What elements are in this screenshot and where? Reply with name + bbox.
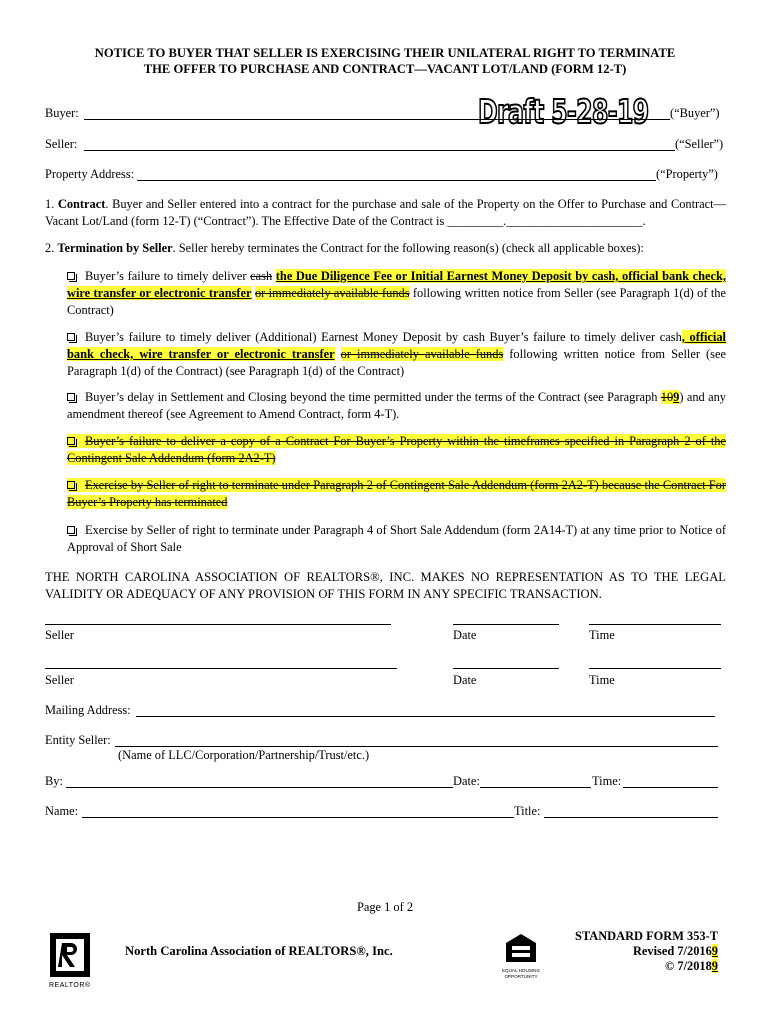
date-label-1: Date bbox=[453, 628, 477, 642]
seller-field[interactable] bbox=[84, 150, 675, 151]
date-line-1[interactable] bbox=[453, 624, 559, 625]
seller-label-1: Seller bbox=[45, 628, 74, 642]
option-contingent-sale-terminated: Exercise by Seller of right to terminate under Paragraph 2 of Contingent Sale Addendum (form 2A2-T) because the Contract For Buyer’s Property has terminated bbox=[67, 478, 726, 509]
seller-signature-line-2[interactable] bbox=[45, 668, 397, 669]
realtor-logo-text: REALTOR® bbox=[49, 982, 91, 989]
equal-housing-text-2: OPPORTUNITY bbox=[504, 974, 538, 979]
draft-stamp: Draft 5-28-19 bbox=[478, 92, 649, 131]
realtor-r-icon bbox=[49, 932, 91, 978]
option-short-sale: Exercise by Seller of right to terminate under Paragraph 4 of Short Sale Addendum (form 2A14-T) at any time prior to Notice of Approval of Short Sale bbox=[67, 523, 726, 554]
buyer-label: Buyer: bbox=[45, 106, 79, 120]
by-date-label: Date: bbox=[453, 774, 480, 788]
date-label-2: Date bbox=[453, 673, 477, 687]
form-title-line-2: THE OFFER TO PURCHASE AND CONTRACT—VACANT LOT/LAND (FORM 12-T) bbox=[143, 62, 627, 76]
checkbox-5[interactable] bbox=[67, 481, 75, 489]
seller-signature-line-1[interactable] bbox=[45, 624, 391, 625]
form-title-line-1: NOTICE TO BUYER THAT SELLER IS EXERCISING THEIR UNILATERAL RIGHT TO TERMINATE bbox=[94, 46, 676, 60]
disclaimer: THE NORTH CAROLINA ASSOCIATION OF REALTORS®, INC. MAKES NO REPRESENTATION AS TO THE LEGAL VALIDITY OR ADEQUACY OF ANY PROVISION OF THIS FORM IN ANY SPECIFIC TRANSACTION. bbox=[45, 570, 726, 601]
buyer-suffix: (“Buyer”) bbox=[670, 106, 720, 120]
time-line-2[interactable] bbox=[589, 668, 721, 669]
seller-label-2: Seller bbox=[45, 673, 74, 687]
option-additional-earnest-money: Buyer’s failure to timely deliver (Additional) Earnest Money Deposit by cash Buyer’s failure to timely deliver cash, official bank check, wire transfer or electronic transfer or immediately available funds following written notice from Seller (see Paragraph 1(d) of the Contract) (see Paragraph 1(d) of the Contract) bbox=[67, 330, 726, 378]
checkbox-6[interactable] bbox=[67, 526, 75, 534]
entity-seller-note: (Name of LLC/Corporation/Partnership/Trust/etc.) bbox=[118, 748, 370, 762]
entity-seller-label: Entity Seller: bbox=[45, 733, 111, 747]
form-info bbox=[540, 929, 718, 974]
checkbox-1[interactable] bbox=[67, 272, 75, 280]
property-field[interactable] bbox=[137, 180, 656, 181]
name-field[interactable] bbox=[82, 817, 514, 818]
by-field[interactable] bbox=[66, 787, 453, 788]
association-name: North Carolina Association of REALTORS®, Inc. bbox=[125, 944, 393, 958]
time-label-1: Time bbox=[589, 628, 615, 642]
by-time-field[interactable] bbox=[623, 787, 718, 788]
time-label-2: Time bbox=[589, 673, 615, 687]
checkbox-3[interactable] bbox=[67, 393, 75, 401]
equal-housing-icon bbox=[504, 932, 538, 964]
by-date-field[interactable] bbox=[480, 787, 591, 788]
title-field[interactable] bbox=[544, 817, 718, 818]
equal-housing-text-1: EQUAL HOUSING bbox=[501, 968, 541, 973]
entity-seller-field[interactable] bbox=[115, 746, 718, 747]
seller-suffix: (“Seller”) bbox=[675, 137, 724, 151]
option-due-diligence: Buyer’s failure to timely deliver cash the Due Diligence Fee or Initial Earnest Money Deposit by cash, official bank check, wire transfer or electronic transfer or immediately available funds following written notice from Seller (see Paragraph 1(d) of the Contract) bbox=[67, 269, 726, 317]
contract-heading: Contract bbox=[57, 197, 106, 211]
date-line-2[interactable] bbox=[453, 668, 559, 669]
by-label: By: bbox=[45, 774, 63, 788]
title-label: Title: bbox=[514, 804, 541, 818]
option-contingent-sale-copy: Buyer’s failure to deliver a copy of a Contract For Buyer’s Property within the timeframes specified in Paragraph 2 of the Contingent Sale Addendum (form 2A2-T) bbox=[67, 434, 726, 465]
revised-date: Revised 7/20169 bbox=[632, 944, 718, 958]
mailing-address-field[interactable] bbox=[136, 716, 715, 717]
seller-label: Seller: bbox=[45, 137, 78, 151]
property-suffix: (“Property”) bbox=[656, 167, 718, 181]
option-settlement-delay: Buyer’s delay in Settlement and Closing beyond the time permitted under the terms of the Contract (see Paragraph 109) and any amendment thereof (see Agreement to Amend Contract, form 4-T). bbox=[67, 390, 726, 421]
termination-paragraph: 2. Termination by Seller. Seller hereby terminates the Contract for the following reason(s) (check all applicable boxes): bbox=[45, 241, 644, 255]
page-number: Page 1 of 2 bbox=[356, 900, 414, 914]
time-line-1[interactable] bbox=[589, 624, 721, 625]
name-label: Name: bbox=[45, 804, 79, 818]
checkbox-4[interactable] bbox=[67, 437, 75, 445]
buyer-field[interactable] bbox=[84, 119, 670, 120]
standard-form-number: STANDARD FORM 353-T bbox=[575, 929, 718, 943]
checkbox-2[interactable] bbox=[67, 333, 75, 341]
realtor-logo bbox=[49, 932, 91, 988]
mailing-address-label: Mailing Address: bbox=[45, 703, 131, 717]
contract-paragraph: 1. Contract. Buyer and Seller entered into a contract for the purchase and sale of the Property on the Offer to Purchase and Contract—Vacant Lot/Land (form 12-T) (“Contract”). The Effective Date of the Contract is _________.______________________. bbox=[45, 197, 727, 228]
equal-housing-logo bbox=[496, 932, 546, 984]
copyright-date: © 7/20189 bbox=[665, 959, 718, 973]
termination-heading: Termination by Seller bbox=[57, 241, 173, 255]
property-label: Property Address: bbox=[45, 167, 135, 181]
by-time-label: Time: bbox=[592, 774, 622, 788]
